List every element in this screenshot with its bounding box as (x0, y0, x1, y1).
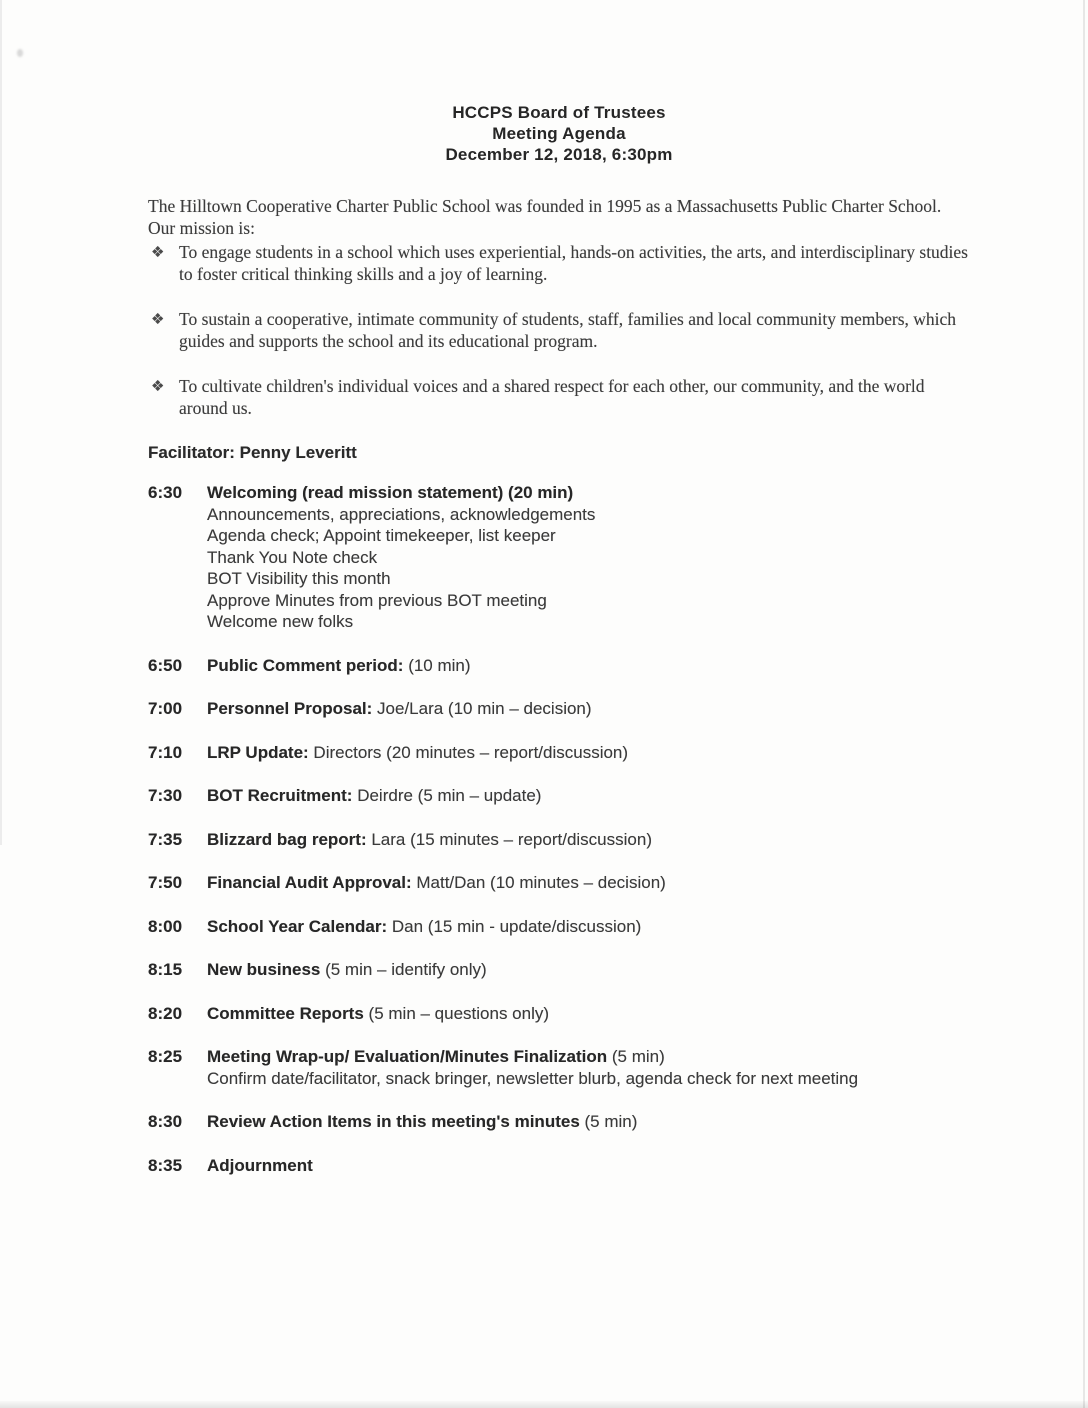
agenda-time: 7:00 (148, 699, 183, 718)
title-doc-type-line: Meeting Agenda (492, 124, 626, 143)
agenda-item-wrap-up (148, 1046, 970, 1089)
agenda-detail: (5 min – questions only) (363, 1003, 550, 1023)
agenda-heading (207, 655, 970, 677)
agenda-detail: (5 min) (607, 1047, 665, 1066)
mission-bullet-text: To sustain a cooperative, intimate community of students, staff, families and local community members, which guides and supports the school and its educational program. (179, 309, 957, 351)
agenda-detail: (10 min) (403, 655, 471, 675)
agenda-list (148, 482, 970, 1176)
diamond-bullet-icon: ❖ (151, 245, 165, 261)
agenda-heading (207, 785, 970, 807)
agenda-heading (207, 742, 970, 764)
agenda-heading (207, 698, 970, 720)
agenda-time: 6:30 (148, 483, 183, 502)
scan-left-edge (0, 0, 2, 845)
agenda-time: 8:00 (148, 916, 183, 936)
agenda-title: Meeting Wrap-up/ Evaluation/Minutes Finalization (207, 1047, 608, 1066)
agenda-title: LRP Update: (207, 742, 309, 762)
agenda-title: Financial Audit Approval: (207, 873, 412, 892)
document-title (148, 102, 970, 165)
agenda-sub-item: Agenda check; Appoint timekeeper, list keeper (207, 526, 556, 545)
agenda-item-new-business (148, 959, 970, 981)
agenda-sub-item: Approve Minutes from previous BOT meeting (207, 590, 547, 610)
agenda-detail: Dan (15 min - update/discussion) (387, 916, 642, 936)
mission-bullet-3 (148, 376, 970, 419)
agenda-title: School Year Calendar: (207, 916, 388, 936)
agenda-detail: Deirdre (5 min – update) (352, 786, 542, 805)
agenda-title: Committee Reports (207, 1003, 364, 1023)
agenda-title: Welcoming (read mission statement) (20 min) (207, 483, 574, 502)
agenda-item-committee-reports (148, 1003, 970, 1025)
mission-bullet-text: To engage students in a school which uses experiential, hands-on activities, the arts, and interdisciplinary studies to foster critical thinking skills and a joy of learning. (179, 242, 968, 284)
agenda-time: 8:15 (148, 960, 183, 979)
scan-speck-artifact (17, 49, 23, 57)
agenda-item-blizzard-bag (148, 829, 970, 851)
agenda-title: Review Action Items in this meeting's minutes (207, 1112, 580, 1131)
mission-bullet-1 (148, 242, 970, 285)
mission-bullet-2 (148, 309, 970, 352)
agenda-heading (207, 1046, 970, 1068)
title-date-line: December 12, 2018, 6:30pm (445, 145, 673, 164)
mission-section (148, 196, 970, 419)
agenda-title: Personnel Proposal: (207, 699, 373, 718)
agenda-detail: Matt/Dan (10 minutes – decision) (411, 873, 666, 892)
agenda-item-review-action-items (148, 1111, 970, 1133)
agenda-item-financial-audit (148, 872, 970, 894)
agenda-time: 7:30 (148, 786, 183, 805)
agenda-item-welcoming (148, 482, 970, 633)
diamond-bullet-icon: ❖ (151, 379, 165, 395)
agenda-sub-item: Announcements, appreciations, acknowledgements (207, 504, 596, 524)
agenda-heading (207, 482, 970, 504)
agenda-title: BOT Recruitment: (207, 786, 353, 805)
agenda-heading (207, 1155, 970, 1177)
facilitator-line: Facilitator: Penny Leveritt (148, 443, 357, 462)
scan-right-edge (1083, 0, 1085, 1408)
agenda-detail: Lara (15 minutes – report/discussion) (366, 829, 652, 849)
mission-bullet-text: To cultivate children's individual voices and a shared respect for each other, our community, and the world around us. (179, 376, 925, 418)
agenda-item-public-comment (148, 655, 970, 677)
agenda-time: 7:35 (148, 829, 183, 849)
agenda-sub-item: Confirm date/facilitator, snack bringer, newsletter blurb, agenda check for next meeting (207, 1068, 859, 1088)
agenda-time: 7:50 (148, 873, 183, 892)
agenda-time: 6:50 (148, 655, 183, 675)
agenda-heading (207, 916, 970, 938)
agenda-time: 8:35 (148, 1155, 183, 1175)
agenda-sub-item: Thank You Note check (207, 547, 378, 567)
agenda-item-lrp-update (148, 742, 970, 764)
agenda-sub-item: Welcome new folks (207, 612, 354, 631)
agenda-sub-items (207, 1068, 970, 1090)
agenda-heading (207, 959, 970, 981)
agenda-detail: Joe/Lara (10 min – decision) (372, 699, 592, 718)
title-org-line: HCCPS Board of Trustees (452, 103, 666, 122)
agenda-detail: Directors (20 minutes – report/discussion) (308, 742, 629, 762)
agenda-heading (207, 829, 970, 851)
agenda-time: 8:30 (148, 1112, 183, 1131)
agenda-detail: (5 min – identify only) (320, 960, 487, 979)
agenda-heading (207, 1111, 970, 1133)
agenda-title: Adjournment (207, 1155, 313, 1175)
agenda-title: Public Comment period: (207, 655, 404, 675)
agenda-sub-item: BOT Visibility this month (207, 569, 391, 588)
agenda-heading (207, 872, 970, 894)
agenda-item-adjournment (148, 1155, 970, 1177)
agenda-sub-items (207, 504, 970, 633)
agenda-detail: (5 min) (579, 1112, 638, 1131)
mission-intro-paragraph: The Hilltown Cooperative Charter Public School was founded in 1995 as a Massachusetts Public Charter School. Our mission is: (148, 196, 942, 238)
diamond-bullet-icon: ❖ (151, 312, 165, 328)
scan-bottom-edge (0, 1401, 1088, 1408)
agenda-title: New business (207, 960, 321, 979)
agenda-time: 8:20 (148, 1003, 183, 1023)
agenda-title: Blizzard bag report: (207, 829, 367, 849)
agenda-item-school-year-calendar (148, 916, 970, 938)
agenda-item-personnel-proposal (148, 698, 970, 720)
agenda-heading (207, 1003, 970, 1025)
agenda-time: 8:25 (148, 1047, 183, 1066)
agenda-item-bot-recruitment (148, 785, 970, 807)
agenda-time: 7:10 (148, 742, 183, 762)
